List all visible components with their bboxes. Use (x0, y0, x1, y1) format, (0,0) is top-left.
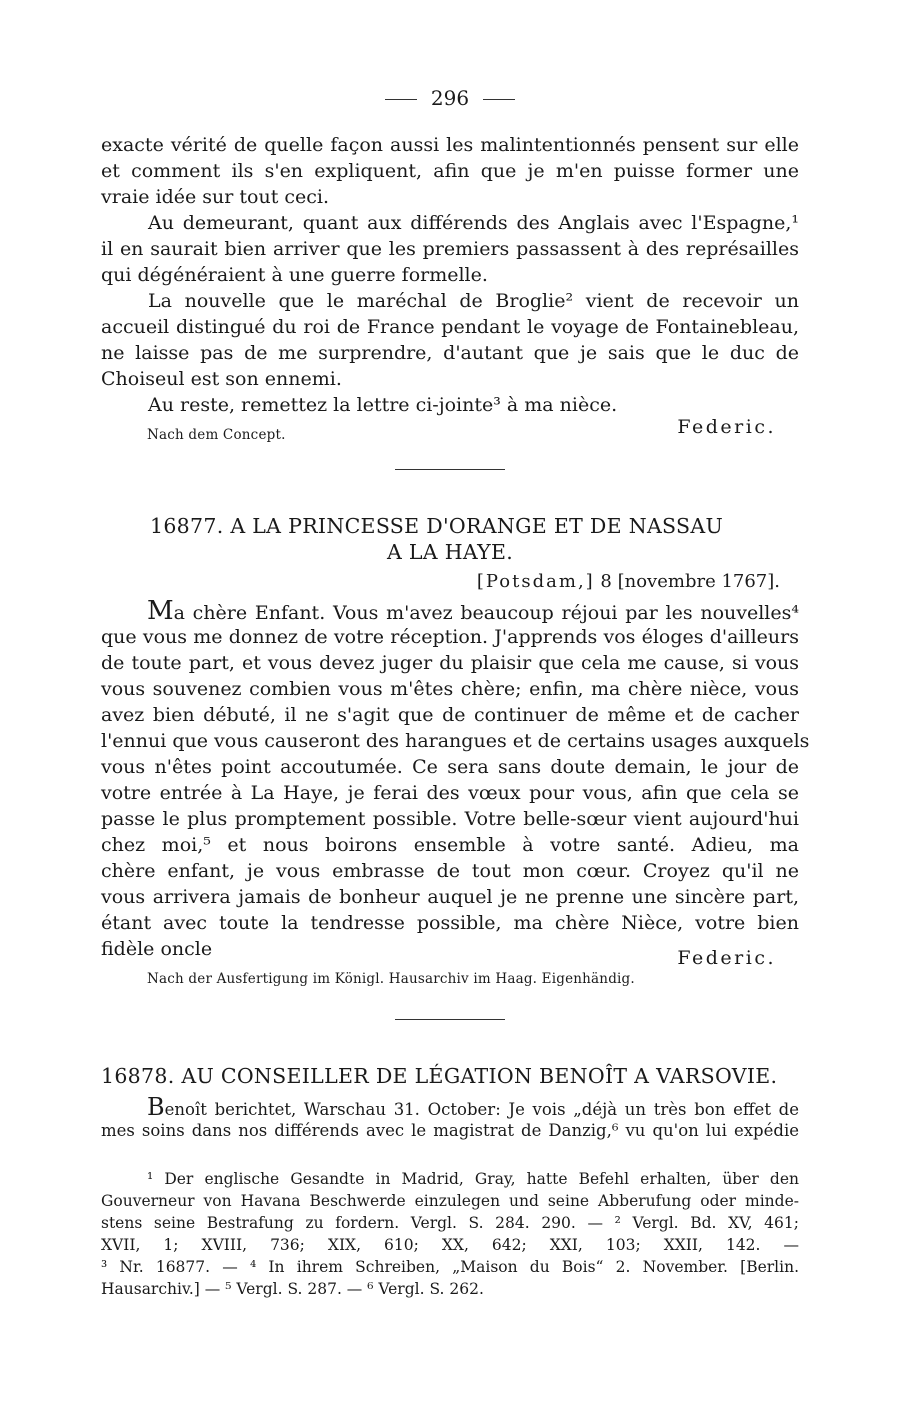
text-line: votre entrée à La Haye, je ferai des vœux pour vous, afin que cela se (101, 782, 799, 804)
text-line: passe le plus promptement possible. Votre belle-sœur vient aujourd'hui (101, 808, 799, 830)
text-line: enoît berichtet, Warschau 31. October: Je vois „déjà un très bon effet de (164, 1100, 799, 1119)
text-line: Au demeurant, quant aux différends des Anglais avec l'Espagne,¹ (148, 212, 799, 234)
letter-2-dateline (477, 570, 780, 594)
section-divider (395, 1019, 505, 1020)
first-line (147, 598, 799, 624)
text-line: de toute part, et vous devez juger du plaisir que cela me cause, si vous (101, 652, 799, 674)
footnote-line: XVII, 1; XVIII, 736; XIX, 610; XX, 642; XXI, 103; XXII, 142. — (101, 1236, 799, 1254)
text-line: ne laisse pas de me surprendre, d'autant que je sais que le duc de (101, 342, 799, 364)
text-line: exacte vérité de quelle façon aussi les malintentionnés pensent sur elle (101, 134, 799, 156)
footnote-line: stens seine Bestrafung zu fordern. Vergl. S. 284. 290. — ² Vergl. Bd. XV, 461; (101, 1214, 799, 1232)
source-note: Nach der Ausfertigung im Königl. Hausarchiv im Haag. Eigenhändig. (147, 971, 635, 987)
text-line: mes soins dans nos différends avec le magistrat de Danzig,⁶ vu qu'on lui expédie (101, 1121, 799, 1140)
text-line: a chère Enfant. Vous m'avez beaucoup réjoui par les nouvelles⁴ (173, 602, 799, 624)
text-line: accueil distingué du roi de France pendant le voyage de Fontainebleau, (101, 316, 799, 338)
text-line: vous souvenez combien vous m'êtes chère; enfin, ma chère nièce, vous (101, 678, 799, 700)
text-line: que vous me donnez de votre réception. J'apprends vos éloges d'ailleurs (101, 626, 799, 648)
text-line: vous n'êtes point accoutumée. Ce sera sans doute demain, le jour de (101, 756, 799, 778)
header-dash-left (385, 99, 417, 100)
signature: Federic. (677, 947, 776, 969)
text-line: chère enfant, je vous embrasse de tout mon cœur. Croyez qu'il ne (101, 860, 799, 882)
text-line: étant avec toute la tendresse possible, ma chère Nièce, votre bien (101, 912, 799, 934)
text-line: qui dégénéraient à une guerre formelle. (101, 264, 488, 286)
text-line: il en saurait bien arriver que les premiers passassent à des représailles (101, 238, 799, 260)
signature: Federic. (677, 416, 776, 438)
dateline-date: 8 [novembre 1767]. (600, 571, 780, 592)
footnote-line: ³ Nr. 16877. — ⁴ In ihrem Schreiben, „Maison du Bois“ 2. November. [Berlin. (101, 1258, 799, 1276)
letter-2-title-line-2: A LA HAYE. (386, 540, 514, 564)
text-line: et comment ils s'en expliquent, afin que je m'en puisse former une (101, 160, 799, 182)
section-divider (395, 469, 505, 470)
page-header (0, 86, 900, 110)
footnote-line: Hausarchiv.] — ⁵ Vergl. S. 287. — ⁶ Vergl. S. 262. (101, 1280, 484, 1298)
text-line: fidèle oncle (101, 938, 213, 960)
footnote-line: ¹ Der englische Gesandte in Madrid, Gray, hatte Befehl erhalten, über den (147, 1170, 799, 1188)
drop-initial: B (147, 1093, 165, 1121)
letter-2-title-line-1: 16877. A LA PRINCESSE D'ORANGE ET DE NASSAU (150, 514, 724, 538)
text-line: Au reste, remettez la lettre ci-jointe³ à ma nièce. (148, 394, 618, 416)
first-line (147, 1094, 799, 1120)
text-line: avez bien débuté, il ne s'agit que de continuer de même et de cacher (101, 704, 799, 726)
text-line: l'ennui que vous causeront des harangues et de certains usages auxquels (101, 730, 810, 752)
text-line: Choiseul est son ennemi. (101, 368, 342, 390)
header-dash-right (483, 99, 515, 100)
text-line: vraie idée sur tout ceci. (101, 186, 330, 208)
source-note: Nach dem Concept. (147, 427, 286, 443)
text-line: vous arrivera jamais de bonheur auquel je ne prenne une sincère part, (101, 886, 799, 908)
text-line: chez moi,⁵ et nous boirons ensemble à votre santé. Adieu, ma (101, 834, 799, 856)
drop-initial: M (147, 596, 174, 626)
letter-3-title: 16878. AU CONSEILLER DE LÉGATION BENOÎT A VARSOVIE. (101, 1064, 778, 1088)
page-number: 296 (430, 86, 470, 110)
dateline-place: [Potsdam,] (476, 571, 595, 592)
text-line: La nouvelle que le maréchal de Broglie² vient de recevoir un (148, 290, 799, 312)
footnote-line: Gouverneur von Havana Beschwerde einzulegen und seine Abberufung oder minde- (101, 1192, 799, 1210)
